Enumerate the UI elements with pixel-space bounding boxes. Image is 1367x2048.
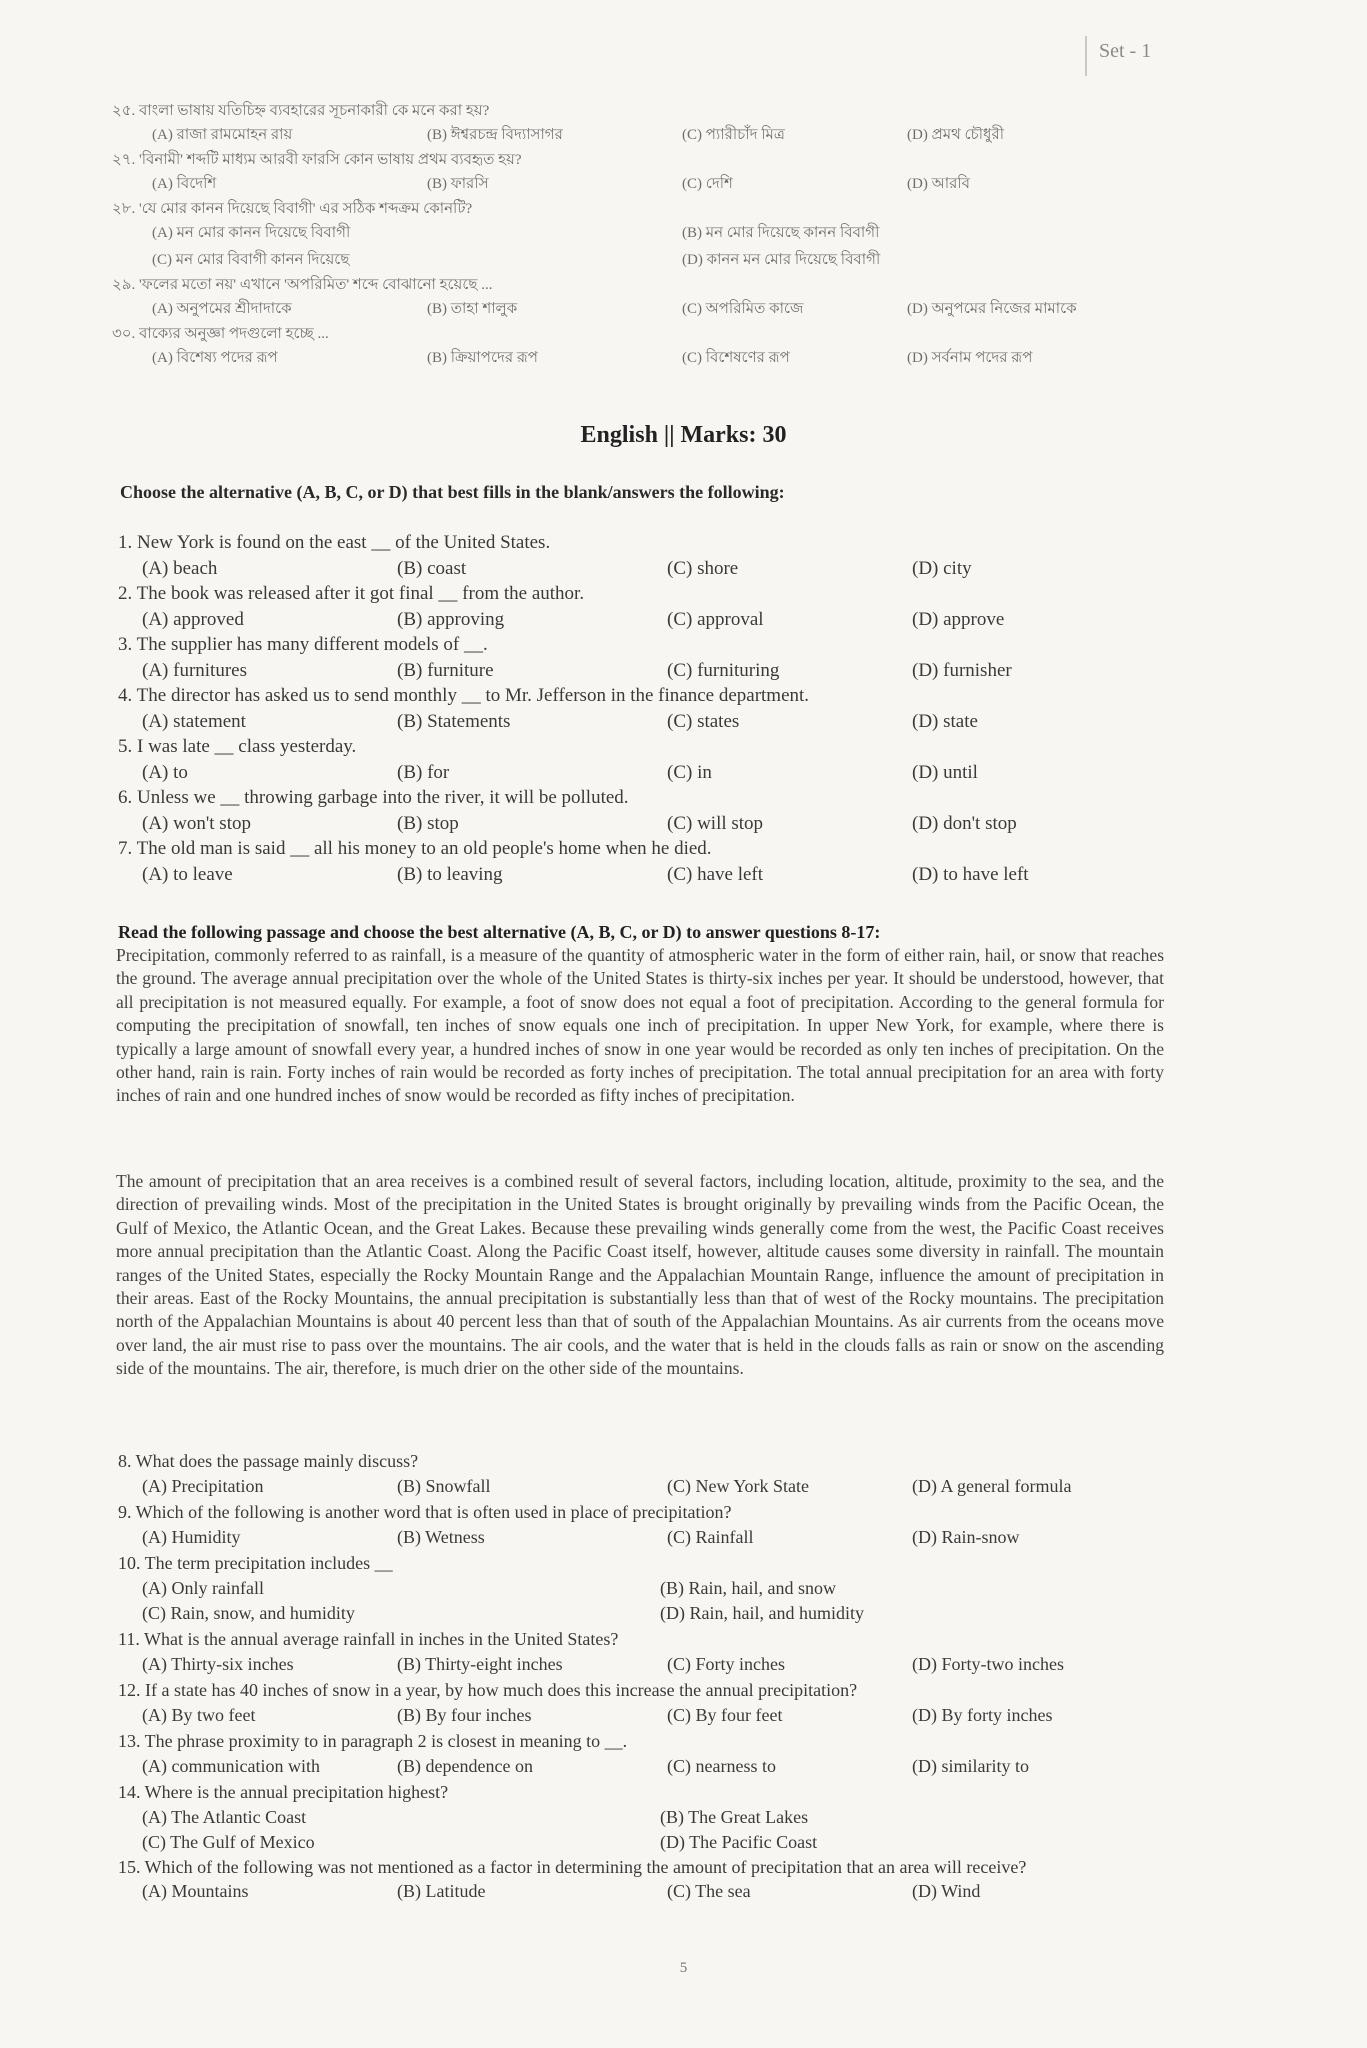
english-section-title: English || Marks: 30	[580, 422, 787, 448]
question: 12. If a state has 40 inches of snow in a year, by how much does this increase the annual precipitation?	[118, 1680, 858, 1700]
option-b: (B) Statements	[397, 711, 511, 732]
option-b: (B) for	[397, 762, 450, 783]
option-c: (C) The sea	[667, 1881, 751, 1901]
option-d: (D) By forty inches	[912, 1705, 1053, 1725]
option-d: (D) similarity to	[912, 1756, 1029, 1776]
bangla-question: ২৯. 'ফলের মতো নয়' এখানে 'অপরিমিত' শব্দে বোঝানো হয়েছে ...	[112, 277, 493, 293]
page-number: 5	[679, 1960, 688, 1976]
passage-questions	[118, 1448, 1178, 1904]
options-row	[118, 556, 1178, 581]
option-a: (A) beach	[142, 558, 218, 579]
bangla-options	[112, 296, 1152, 323]
option-a: (A) অনুপমের শ্রীদাদাকে	[152, 301, 292, 317]
options-row	[118, 1601, 1178, 1626]
question: 3. The supplier has many different models of __.	[118, 634, 488, 655]
option-b: (B) Thirty-eight inches	[397, 1654, 563, 1674]
option-a: (A) approved	[142, 609, 244, 630]
option-d: (D) সর্বনাম পদের রূপ	[907, 350, 1033, 366]
option-c: (C) মন মোর বিবাগী কানন দিয়েছে	[152, 252, 350, 268]
option-d: (D) state	[912, 711, 978, 732]
option-c: (C) দেশি	[682, 176, 733, 192]
option-d: (D) Forty-two inches	[912, 1654, 1064, 1674]
question: 11. What is the annual average rainfall in inches in the United States?	[118, 1629, 619, 1649]
option-d: (D) until	[912, 762, 978, 783]
passage-heading: Read the following passage and choose the best alternative (A, B, C, or D) to answer questions 8-17:	[118, 922, 881, 942]
bangla-question: ৩০. বাক্যের অনুজ্ঞা পদগুলো হচ্ছে ...	[112, 326, 329, 342]
options-row	[118, 1805, 1178, 1830]
option-a: (A) Humidity	[142, 1527, 241, 1547]
option-a: (A) Precipitation	[142, 1476, 264, 1496]
option-d: (D) Rain, hail, and humidity	[660, 1603, 864, 1623]
option-a: (A) মন মোর কানন দিয়েছে বিবাগী	[152, 225, 351, 241]
option-b: (B) Latitude	[397, 1881, 486, 1901]
option-d: (D) city	[912, 558, 972, 579]
option-b: (B) dependence on	[397, 1756, 533, 1776]
options-row	[118, 862, 1178, 887]
option-b: (B) মন মোর দিয়েছে কানন বিবাগী	[682, 225, 880, 241]
option-b: (B) approving	[397, 609, 505, 630]
option-c: (C) shore	[667, 558, 739, 579]
option-d: (D) Wind	[912, 1881, 981, 1901]
option-a: (A) Mountains	[142, 1881, 249, 1901]
option-c: (C) furnituring	[667, 660, 780, 681]
option-b: (B) ঈশ্বরচন্দ্র বিদ্যাসাগর	[427, 127, 563, 143]
option-a: (A) statement	[142, 711, 246, 732]
question: 6. Unless we __ throwing garbage into the river, it will be polluted.	[118, 787, 629, 808]
passage-paragraph-2: The amount of precipitation that an area receives is a combined result of several factors, including location, altitude, proximity to the sea, and the direction of prevailing winds. Most of the precipitation in the United States is brought originally by prevailing winds from the Pacific Ocean, the Gulf of Mexico, the Atlantic Ocean, and the Great Lakes. Because these prevailing winds generally come from the west, the Pacific Coast receives more annual precipitation than the Atlantic Coast. Along the Pacific Coast itself, however, altitude causes some diversity in rainfall. The mountain ranges of the United States, especially the Rocky Mountain Range and the Appalachian Mountain Range, influence the amount of precipitation in their areas. East of the Rocky Mountains, the annual precipitation is substantially less than that of west of the Rocky mountains. The precipitation north of the Appalachian Mountains is about 40 percent less than that of south of the Appalachian Mountains. As air currents from the oceans move over land, the air must rise to pass over the mountains. The air cools, and the water that is held in the clouds falls as rain or snow on the ascending side of the mountains. The air, therefore, is much drier on the other side of the mountains.	[116, 1171, 1164, 1379]
instruction: Choose the alternative (A, B, C, or D) that best fills in the blank/answers the following:	[120, 482, 785, 502]
options-row	[118, 1576, 1178, 1601]
question: 7. The old man is said __ all his money to an old people's home when he died.	[118, 838, 712, 859]
option-c: (C) nearness to	[667, 1756, 776, 1776]
bangla-question: ২৭. 'বিনামী' শব্দটি মাধ্যম আরবী ফারসি কোন ভাষায় প্রথম ব্যবহৃত হয়?	[112, 152, 522, 168]
bangla-options	[112, 220, 1152, 247]
options-row	[118, 1652, 1178, 1677]
option-b: (B) Snowfall	[397, 1476, 491, 1496]
option-a: (A) By two feet	[142, 1705, 256, 1725]
options-row	[118, 1525, 1178, 1550]
option-d: (D) furnisher	[912, 660, 1012, 681]
question: 14. Where is the annual precipitation highest?	[118, 1782, 449, 1802]
question: 10. The term precipitation includes __	[118, 1553, 393, 1573]
option-b: (B) Rain, hail, and snow	[660, 1578, 836, 1598]
option-a: (A) won't stop	[142, 813, 251, 834]
question: 5. I was late __ class yesterday.	[118, 736, 357, 757]
option-d: (D) A general formula	[912, 1476, 1072, 1496]
option-b: (B) stop	[397, 813, 459, 834]
option-d: (D) প্রমথ চৌধুরী	[907, 127, 1004, 143]
option-a: (A) to leave	[142, 864, 233, 885]
option-d: (D) to have left	[912, 864, 1029, 885]
option-b: (B) The Great Lakes	[660, 1807, 809, 1827]
set-label: Set - 1	[1085, 36, 1151, 76]
bangla-question: ২৮. 'যে মোর কানন দিয়েছে বিবাগী' এর সঠিক শব্দক্রম কোনটি?	[112, 201, 473, 217]
option-a: (A) communication with	[142, 1756, 320, 1776]
option-c: (C) By four feet	[667, 1705, 783, 1725]
bangla-options	[112, 122, 1152, 149]
question: 9. Which of the following is another word that is often used in place of precipitation?	[118, 1502, 732, 1522]
option-b: (B) Wetness	[397, 1527, 485, 1547]
option-c: (C) বিশেষণের রূপ	[682, 350, 790, 366]
option-b: (B) coast	[397, 558, 467, 579]
options-row	[118, 709, 1178, 734]
option-c: (C) states	[667, 711, 740, 732]
option-a: (A) Only rainfall	[142, 1578, 264, 1598]
option-a: (A) বিদেশি	[152, 176, 217, 192]
question: 15. Which of the following was not mentioned as a factor in determining the amount of precipitation that an area will receive?	[118, 1857, 1027, 1877]
option-a: (A) furnitures	[142, 660, 247, 681]
grammar-questions	[118, 530, 1178, 887]
option-d: (D) approve	[912, 609, 1005, 630]
option-d: (D) Rain-snow	[912, 1527, 1020, 1547]
bangla-options	[112, 171, 1152, 198]
bangla-question: ২৫. বাংলা ভাষায় যতিচিহ্ন ব্যবহারের সূচনাকারী কে মনে করা হয়?	[112, 103, 490, 119]
options-row	[118, 760, 1178, 785]
option-b: (B) তাহা শালুক	[427, 301, 518, 317]
option-c: (C) in	[667, 762, 712, 783]
options-row	[118, 1830, 1178, 1855]
option-d: (D) কানন মন মোর দিয়েছে বিবাগী	[682, 252, 881, 268]
option-a: (A) রাজা রামমোহন রায়	[152, 127, 293, 143]
option-a: (A) The Atlantic Coast	[142, 1807, 307, 1827]
question: 1. New York is found on the east __ of the United States.	[118, 532, 551, 553]
options-row	[118, 1754, 1178, 1779]
option-c: (C) Rainfall	[667, 1527, 754, 1547]
passage-paragraph-1: Precipitation, commonly referred to as rainfall, is a measure of the quantity of atmospheric water in the form of either rain, hail, or snow that reaches the ground. The average annual precipitation over the whole of the United States is thirty-six inches per year. It should be understood, however, that all precipitation is not measured equally. For example, a foot of snow does not equal a foot of precipitation. According to the general formula for computing the precipitation of snowfall, ten inches of snow equals one inch of precipitation. In upper New York, for example, where there is typically a large amount of snowfall every year, a hundred inches of snow in one year would be recorded as only ten inches of precipitation. On the other hand, rain is rain. Forty inches of rain would be recorded as forty inches of precipitation. The total annual precipitation for an area with forty inches of rain and one hundred inches of snow would be recorded as fifty inches of precipitation.	[116, 945, 1164, 1106]
option-c: (C) Rain, snow, and humidity	[142, 1603, 355, 1623]
option-c: (C) The Gulf of Mexico	[142, 1832, 315, 1852]
option-d: (D) অনুপমের নিজের মামাকে	[907, 301, 1077, 317]
option-b: (B) to leaving	[397, 864, 503, 885]
options-row	[118, 1703, 1178, 1728]
option-d: (D) don't stop	[912, 813, 1017, 834]
option-c: (C) Forty inches	[667, 1654, 785, 1674]
question: 8. What does the passage mainly discuss?	[118, 1451, 419, 1471]
options-row	[118, 811, 1178, 836]
question: 4. The director has asked us to send monthly __ to Mr. Jefferson in the finance department.	[118, 685, 810, 706]
option-c: (C) অপরিমিত কাজে	[682, 301, 804, 317]
bangla-options	[112, 345, 1152, 372]
option-a: (A) Thirty-six inches	[142, 1654, 294, 1674]
option-b: (B) By four inches	[397, 1705, 532, 1725]
question: 13. The phrase proximity to in paragraph 2 is closest in meaning to __.	[118, 1731, 628, 1751]
question: 2. The book was released after it got final __ from the author.	[118, 583, 585, 604]
bangla-options	[112, 247, 1152, 274]
bangla-section	[112, 100, 1152, 372]
option-b: (B) ক্রিয়াপদের রূপ	[427, 350, 538, 366]
option-b: (B) furniture	[397, 660, 494, 681]
options-row	[118, 1474, 1178, 1499]
option-c: (C) New York State	[667, 1476, 809, 1496]
option-d: (D) আরবি	[907, 176, 970, 192]
option-c: (C) will stop	[667, 813, 764, 834]
options-row	[118, 1879, 1178, 1904]
option-c: (C) approval	[667, 609, 764, 630]
option-d: (D) The Pacific Coast	[660, 1832, 818, 1852]
options-row	[118, 658, 1178, 683]
options-row	[118, 607, 1178, 632]
option-c: (C) প্যারীচাঁদ মিত্র	[682, 127, 785, 143]
option-b: (B) ফারসি	[427, 176, 489, 192]
option-a: (A) বিশেষ্য পদের রূপ	[152, 350, 278, 366]
option-c: (C) have left	[667, 864, 764, 885]
option-a: (A) to	[142, 762, 188, 783]
